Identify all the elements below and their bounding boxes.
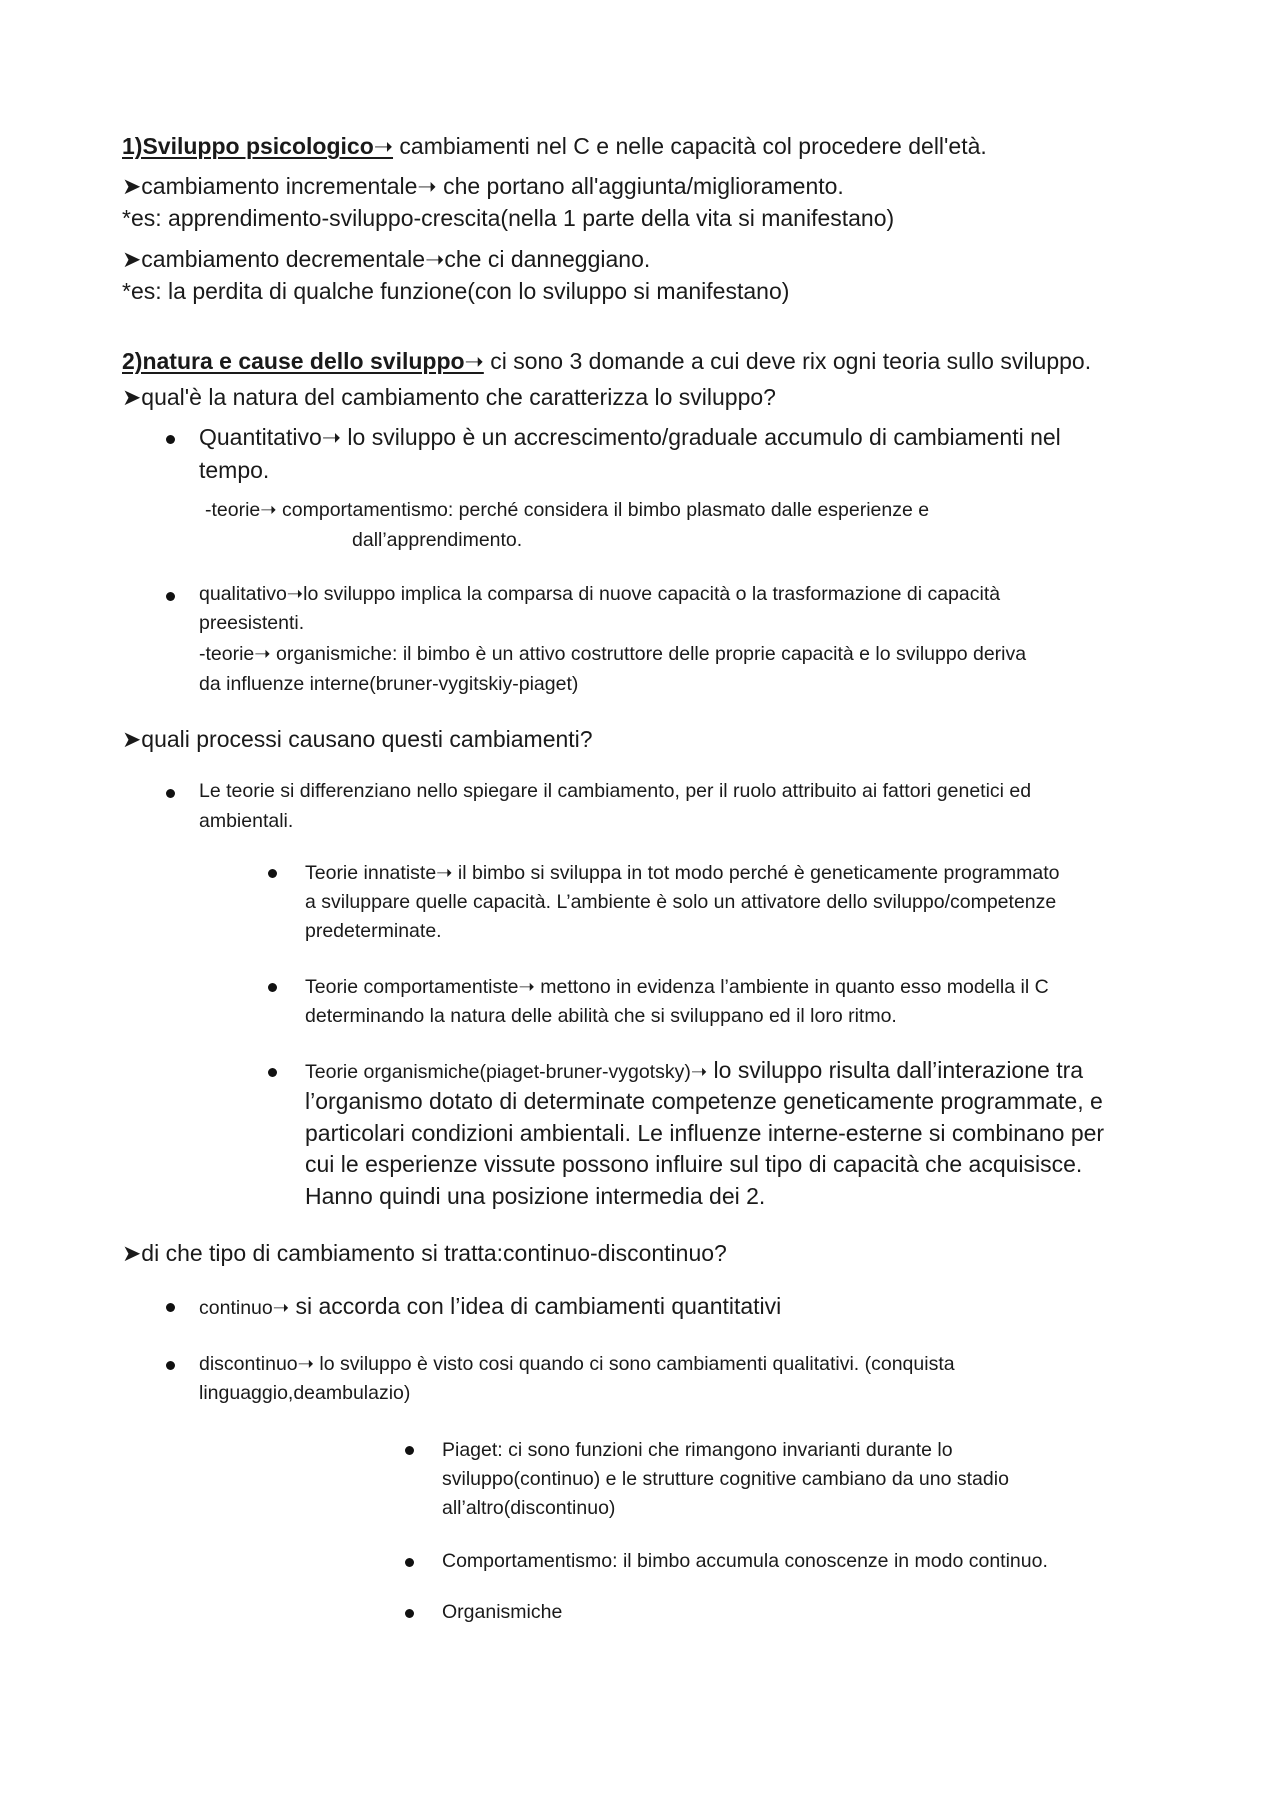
quantitative-line2: tempo. bbox=[199, 457, 270, 483]
decremental-example: *es: la perdita di qualche funzione(con lo sviluppo si manifestano) bbox=[122, 278, 790, 304]
bullet-icon bbox=[405, 1609, 414, 1618]
qualitative-line2: preesistenti. bbox=[199, 612, 305, 634]
section2-heading-rest: ci sono 3 domande a cui deve rix ogni teoria sullo sviluppo. bbox=[483, 348, 1092, 374]
section2-heading-line bbox=[122, 348, 1091, 376]
organismiche-line1 bbox=[305, 1057, 1083, 1085]
innatiste-line2: a sviluppare quelle capacità. L’ambiente è solo un attivatore dello sviluppo/competenze bbox=[305, 891, 1057, 913]
organismiche-line5: Hanno quindi una posizione intermedia dei 2. bbox=[305, 1183, 766, 1209]
bullet-icon bbox=[166, 1361, 175, 1370]
quantitative-line1: Quantitativo➝ lo sviluppo è un accrescimento/graduale accumulo di cambiamenti nel bbox=[199, 424, 1061, 450]
theories-line1: Le teorie si differenziano nello spiegare il cambiamento, per il ruolo attribuito ai fattori genetici ed bbox=[199, 780, 1032, 802]
organismiche-line4: cui le esperienze vissute possono influire sul tipo di capacità che acquisisce. bbox=[305, 1151, 1083, 1177]
organismiche-item: Organismiche bbox=[442, 1601, 563, 1623]
qualitative-theory-line2: da influenze interne(bruner-vygitskiy-piaget) bbox=[199, 673, 579, 695]
continuo-line bbox=[199, 1293, 781, 1321]
bullet-icon bbox=[268, 869, 277, 878]
quantitative-theory-line1: -teorie➝ comportamentismo: perché considera il bimbo plasmato dalle esperienze e bbox=[205, 499, 930, 521]
bullet-icon bbox=[268, 1068, 277, 1077]
qualitative-theory-line1: -teorie➝ organismiche: il bimbo è un attivo costruttore delle proprie capacità e lo sviluppo deriva bbox=[199, 643, 1027, 665]
section1-heading-rest: cambiamenti nel C e nelle capacità col procedere dell'età. bbox=[393, 133, 987, 159]
decremental-line: ➤cambiamento decrementale➝che ci danneggiano. bbox=[122, 246, 651, 272]
question-processes: ➤quali processi causano questi cambiamenti? bbox=[122, 726, 593, 752]
organismiche-line3: particolari condizioni ambientali. Le influenze interne-esterne si combinano per bbox=[305, 1120, 1105, 1146]
bullet-icon bbox=[166, 789, 175, 798]
bullet-icon bbox=[268, 983, 277, 992]
bullet-icon bbox=[166, 592, 175, 601]
bullet-icon bbox=[166, 435, 175, 444]
section1-heading: 1)Sviluppo psicologico➝ bbox=[122, 133, 394, 159]
innatiste-line3: predeterminate. bbox=[305, 920, 442, 942]
innatiste-line1: Teorie innatiste➝ il bimbo si sviluppa in tot modo perché è geneticamente programmato bbox=[305, 862, 1060, 884]
question-type: ➤di che tipo di cambiamento si tratta:continuo-discontinuo? bbox=[122, 1240, 727, 1266]
continuo-label: continuo➝ bbox=[199, 1297, 290, 1319]
incremental-example: *es: apprendimento-sviluppo-crescita(nella 1 parte della vita si manifestano) bbox=[122, 205, 895, 231]
bullet-icon bbox=[166, 1303, 175, 1312]
bullet-icon bbox=[405, 1446, 414, 1455]
comportamentiste-line2: determinando la natura delle abilità che si sviluppano ed il loro ritmo. bbox=[305, 1005, 897, 1027]
qualitative-line1: qualitativo➝lo sviluppo implica la comparsa di nuove capacità o la trasformazione di capacità bbox=[199, 583, 1001, 605]
organismiche-line1-rest: lo sviluppo risulta dall’interazione tra bbox=[707, 1057, 1084, 1083]
section1-heading-line bbox=[122, 133, 987, 161]
piaget-line1: Piaget: ci sono funzioni che rimangono invarianti durante lo bbox=[442, 1439, 953, 1461]
discontinuo-line1: discontinuo➝ lo sviluppo è visto cosi quando ci sono cambiamenti qualitativi. (conquista bbox=[199, 1353, 955, 1375]
section2-heading: 2)natura e cause dello sviluppo➝ bbox=[122, 348, 484, 374]
continuo-rest: si accorda con l’idea di cambiamenti quantitativi bbox=[289, 1293, 782, 1319]
theories-line2: ambientali. bbox=[199, 810, 294, 832]
comportamentiste-line1: Teorie comportamentiste➝ mettono in evidenza l’ambiente in quanto esso modella il C bbox=[305, 976, 1049, 998]
comportamentismo-item: Comportamentismo: il bimbo accumula conoscenze in modo continuo. bbox=[442, 1550, 1048, 1572]
organismiche-label: Teorie organismiche(piaget-bruner-vygotsky)➝ bbox=[305, 1061, 708, 1083]
piaget-line2: sviluppo(continuo) e le strutture cognitive cambiano da uno stadio bbox=[442, 1468, 1009, 1490]
piaget-line3: all’altro(discontinuo) bbox=[442, 1497, 616, 1519]
bullet-icon bbox=[405, 1558, 414, 1567]
question-nature: ➤qual'è la natura del cambiamento che caratterizza lo sviluppo? bbox=[122, 384, 776, 410]
incremental-line: ➤cambiamento incrementale➝ che portano all'aggiunta/miglioramento. bbox=[122, 173, 844, 199]
quantitative-theory-line2: dall’apprendimento. bbox=[352, 529, 523, 551]
discontinuo-line2: linguaggio,deambulazio) bbox=[199, 1382, 411, 1404]
organismiche-line2: l’organismo dotato di determinate competenze geneticamente programmate, e bbox=[305, 1088, 1103, 1114]
